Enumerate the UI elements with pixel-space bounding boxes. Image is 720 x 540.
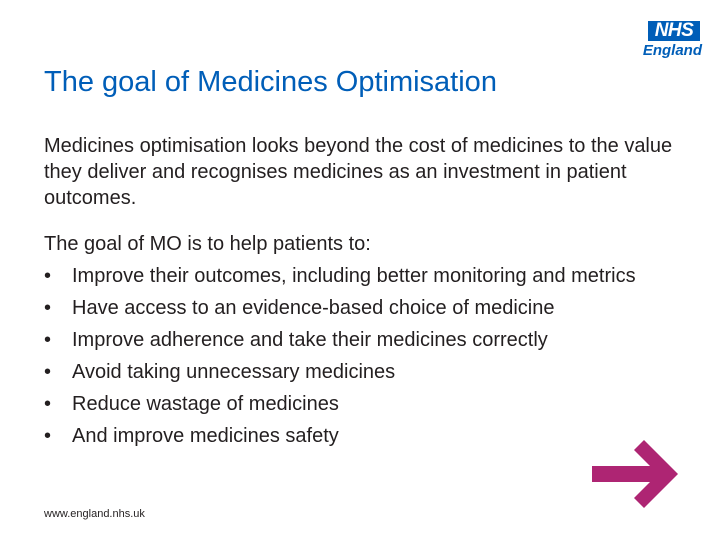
nhs-logo-england: England bbox=[642, 42, 702, 59]
list-item bbox=[44, 391, 684, 417]
nhs-logo-mark: NHS bbox=[648, 21, 700, 41]
bullet-marker: • bbox=[44, 297, 52, 319]
goal-lead-text: The goal of MO is to help patients to: bbox=[44, 233, 371, 255]
page-title: The goal of Medicines Optimisation bbox=[44, 66, 497, 98]
list-item-text: And improve medicines safety bbox=[72, 425, 339, 447]
list-item-text: Reduce wastage of medicines bbox=[72, 393, 339, 415]
list-item-text: Have access to an evidence-based choice of medicine bbox=[72, 297, 555, 319]
list-item bbox=[44, 295, 684, 321]
goal-list bbox=[44, 263, 684, 455]
bullet-marker: • bbox=[44, 393, 52, 415]
list-item-text: Improve adherence and take their medicines correctly bbox=[72, 329, 548, 351]
list-item bbox=[44, 263, 684, 289]
bullet-marker: • bbox=[44, 329, 52, 351]
bullet-marker: • bbox=[44, 265, 52, 287]
list-item bbox=[44, 327, 684, 353]
nhs-england-logo bbox=[636, 21, 702, 59]
list-item-text: Improve their outcomes, including better monitoring and metrics bbox=[72, 265, 636, 287]
list-item-text: Avoid taking unnecessary medicines bbox=[72, 361, 396, 383]
intro-paragraph: Medicines optimisation looks beyond the cost of medicines to the value they deliver and recognises medicines as an investment in patient outcomes. bbox=[44, 135, 673, 209]
arrow-right-icon[interactable] bbox=[588, 432, 688, 516]
footer-url: www.england.nhs.uk bbox=[44, 508, 145, 520]
list-item bbox=[44, 359, 684, 385]
bullet-marker: • bbox=[44, 361, 52, 383]
bullet-marker: • bbox=[44, 425, 52, 447]
